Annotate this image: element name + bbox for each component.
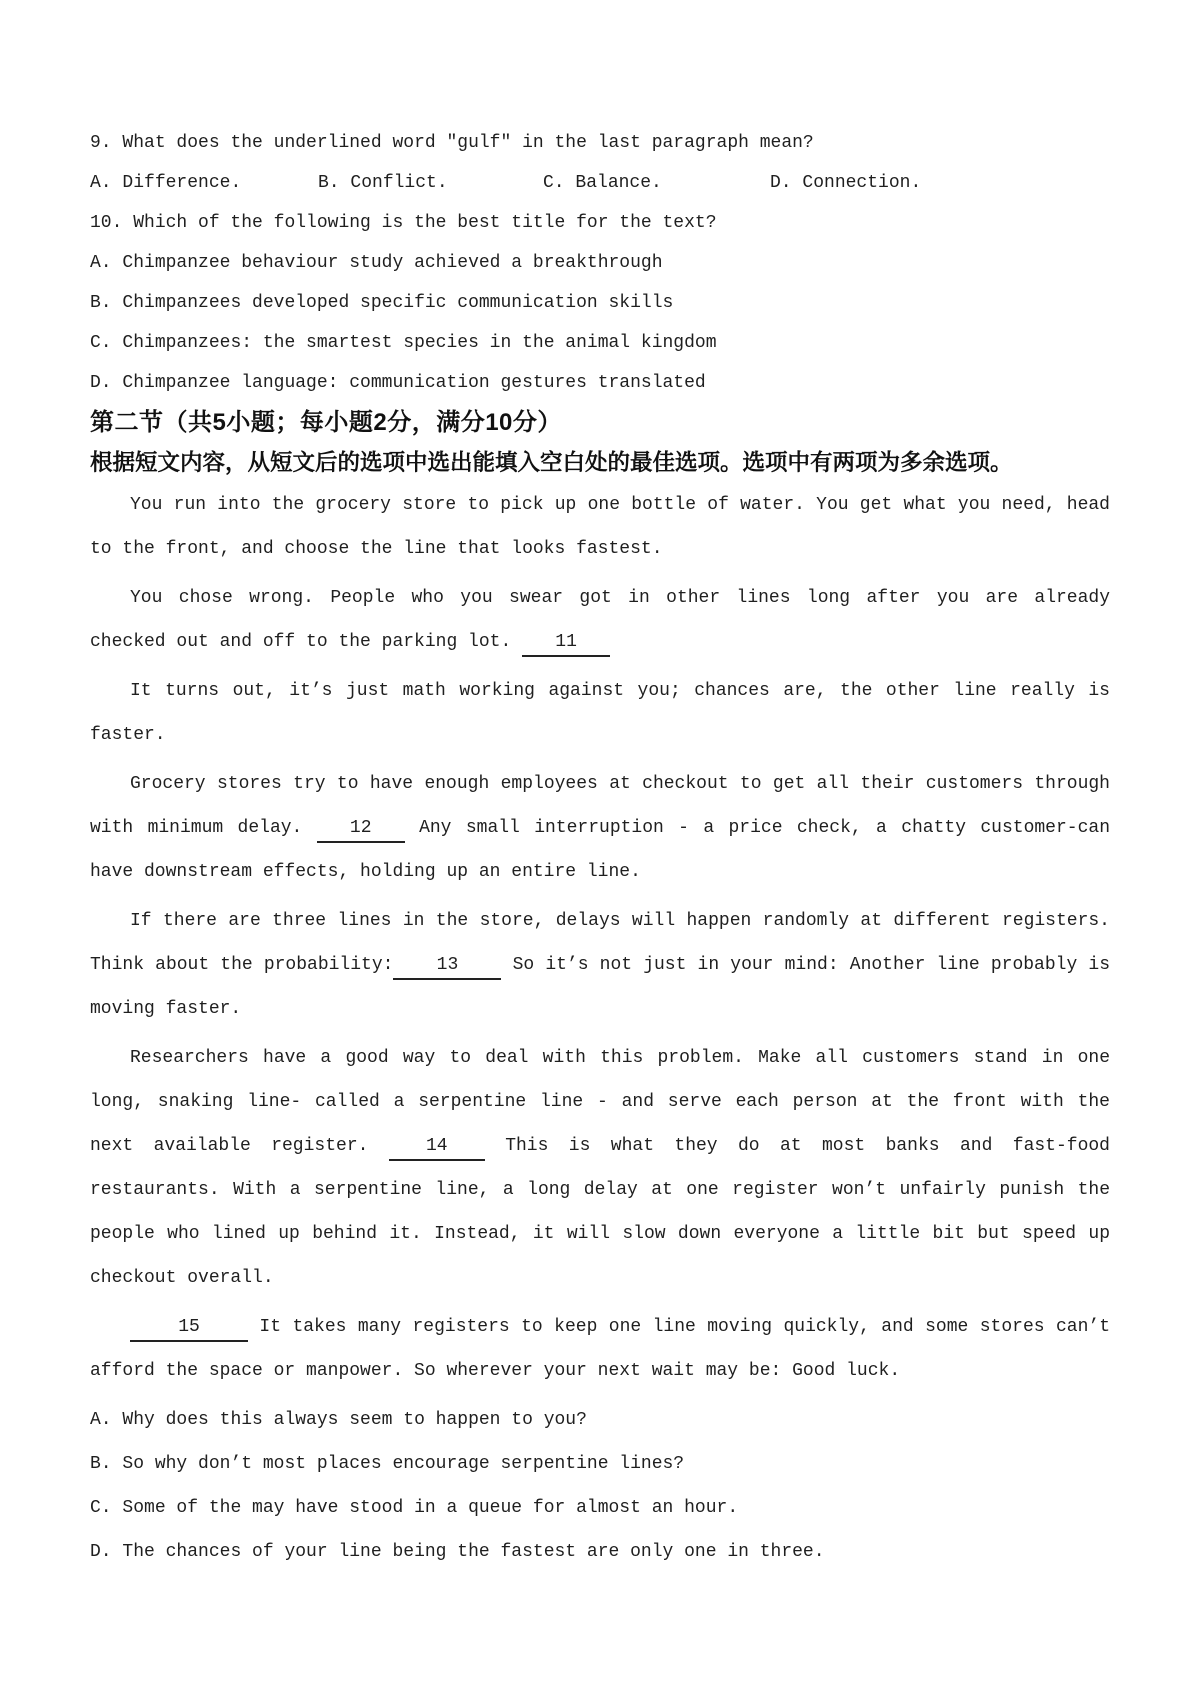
question-9 [90,123,1110,163]
passage-paragraph-5 [90,899,1110,1031]
passage-paragraph-2 [90,576,1110,664]
blank-11-number: 11 [555,632,577,652]
choice-c-label: C. [90,1498,112,1518]
p5-text-1: If there are three lines in the store, delays will happen randomly at different registers. Think about the probability: [90,911,1110,975]
q10-option-b-label: B. [90,293,112,313]
question-10 [90,203,1110,243]
q9-option-a-label: A. [90,173,112,193]
q10-option-c-label: C. [90,333,112,353]
q10-option-d-text: Chimpanzee language: communication gestures translated [122,373,706,393]
q10-option-a [90,243,1110,283]
q9-option-b-text: Conflict. [350,173,448,193]
section-heading: 第二节（共5小题；每小题2分，满分10分） [90,409,562,436]
blank-13 [393,954,501,980]
question-10-text: Which of the following is the best title for the text? [133,213,717,233]
passage-paragraph-4 [90,762,1110,894]
passage-paragraph-6 [90,1036,1110,1300]
q10-option-c-text: Chimpanzees: the smartest species in the animal kingdom [122,333,717,353]
blank-11 [522,631,610,657]
blank-14-number: 14 [426,1136,448,1156]
blank-14 [389,1135,485,1161]
p5-text-2: So it’s not just in your mind: Another line probably is moving faster. [90,955,1110,1019]
choice-d-text: The chances of your line being the fastest are only one in three. [122,1542,825,1562]
question-9-options [90,163,1110,203]
q10-option-b [90,283,1110,323]
blank-12-number: 12 [349,818,372,838]
question-10-number: 10. [90,213,123,233]
choice-b-text: So why don’t most places encourage serpentine lines? [122,1454,685,1474]
q9-option-b-label: B. [318,173,340,193]
choice-a [90,1398,1110,1442]
p4-text-1: Grocery stores try to have enough employees at checkout to get all their customers through with minimum delay. [90,774,1110,838]
choice-d [90,1530,1110,1574]
q9-option-c-label: C. [543,173,565,193]
q9-option-d-label: D. [770,173,792,193]
p7-text: It takes many registers to keep one line moving quickly, and some stores can’t afford the space or manpower. So wherever your next wait may be: Good luck. [90,1317,1110,1381]
p1-text: You run into the grocery store to pick up one bottle of water. You get what you need, head to the front, and choose the line that looks fastest. [90,495,1110,559]
blank-15-number: 15 [178,1317,200,1337]
blank-15 [130,1316,248,1342]
q10-option-a-label: A. [90,253,112,273]
q10-option-d-label: D. [90,373,112,393]
choice-c-text: Some of the may have stood in a queue for almost an hour. [122,1498,739,1518]
question-9-number: 9. [90,133,112,153]
q9-option-c-text: Balance. [575,173,662,193]
choice-a-text: Why does this always seem to happen to you? [122,1410,587,1430]
blank-13-number: 13 [436,955,459,975]
q10-option-a-text: Chimpanzee behaviour study achieved a breakthrough [122,253,663,273]
blank-12 [317,817,405,843]
question-9-text: What does the underlined word "gulf" in the last paragraph mean? [122,133,814,153]
q9-option-a-text: Difference. [122,173,242,193]
q9-option-d [770,163,1110,203]
p2-text: You chose wrong. People who you swear got in other lines long after you are already checked out and off to the parking lot. [90,588,1110,652]
choice-b-label: B. [90,1454,112,1474]
q10-option-d [90,363,1110,403]
choice-b [90,1442,1110,1486]
p6-text-1: Researchers have a good way to deal with this problem. Make all customers stand in one long, snaking line- called a serpentine line - and serve each person at the front with the next available register. [90,1048,1110,1156]
q9-option-b [318,163,543,203]
p3-text: It turns out, it’s just math working against you; chances are, the other line really is faster. [90,681,1110,745]
q9-option-a [90,163,318,203]
q10-option-c [90,323,1110,363]
section-instruction: 根据短文内容，从短文后的选项中选出能填入空白处的最佳选项。选项中有两项为多余选项。 [90,450,1013,475]
choice-a-label: A. [90,1410,112,1430]
passage-paragraph-7 [90,1305,1110,1393]
q10-option-b-text: Chimpanzees developed specific communication skills [122,293,674,313]
choice-d-label: D. [90,1542,112,1562]
q9-option-c [543,163,770,203]
p4-text-2: Any small interruption - a price check, a chatty customer-can have downstream effects, holding up an entire line. [90,818,1110,882]
choice-c [90,1486,1110,1530]
passage-paragraph-3 [90,669,1110,757]
q9-option-d-text: Connection. [802,173,922,193]
p6-text-2: This is what they do at most banks and fast-food restaurants. With a serpentine line, a long delay at one register won’t unfairly punish the people who lined up behind it. Instead, it will slow down everyone a little bit but speed up checkout overall. [90,1136,1110,1288]
passage-paragraph-1 [90,483,1110,571]
